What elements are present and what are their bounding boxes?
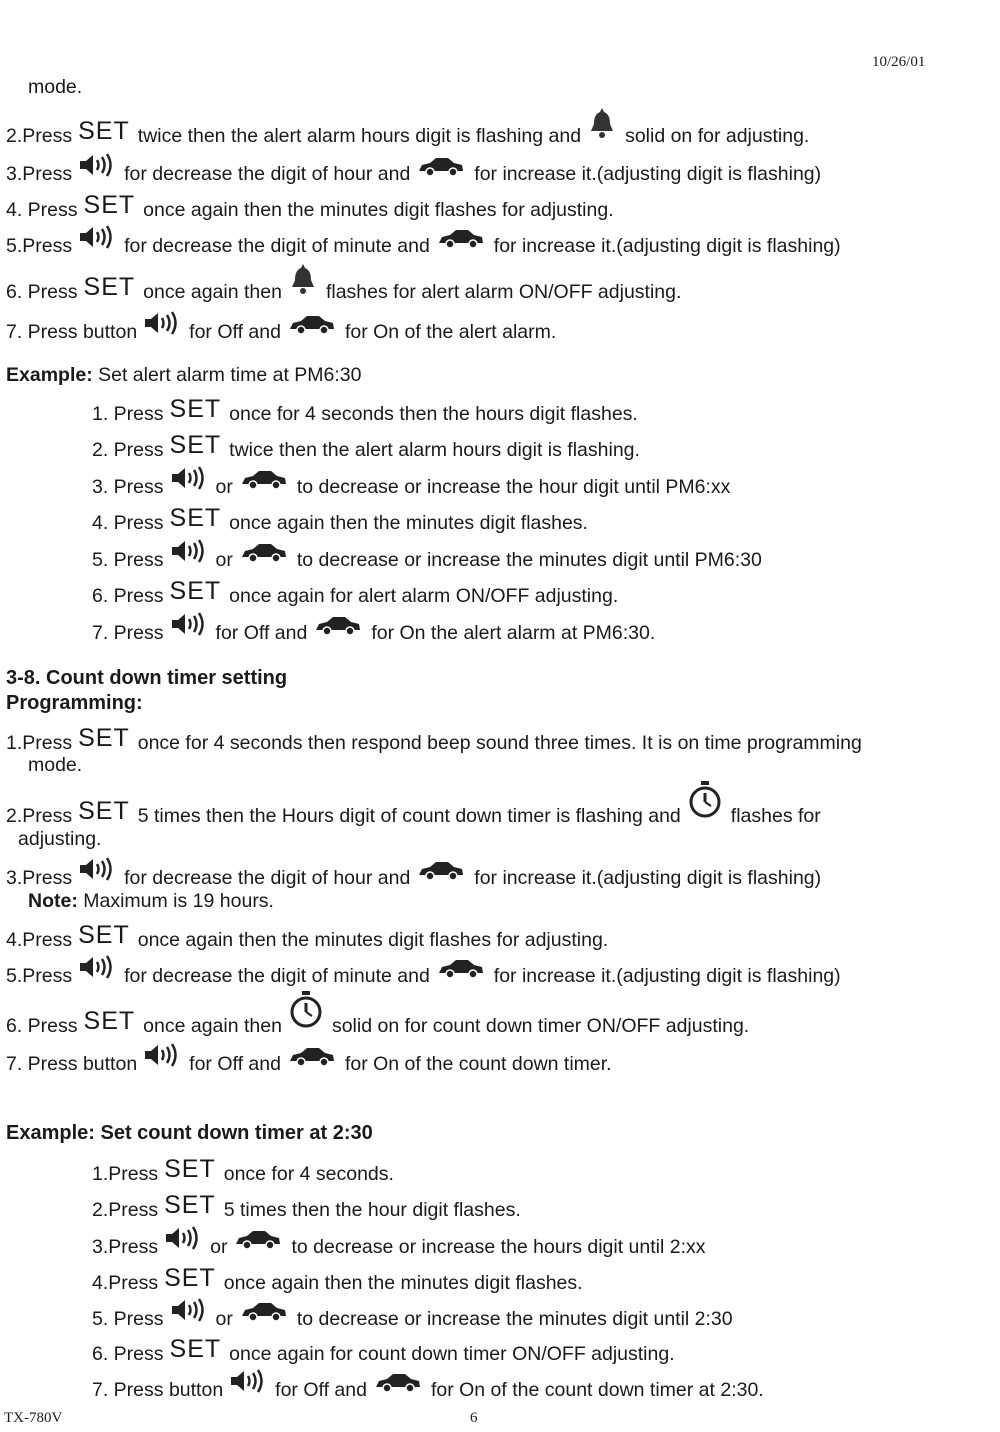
- car-icon: [239, 1299, 289, 1329]
- note-line: [28, 890, 274, 913]
- or-text: or: [215, 476, 233, 498]
- example-2-heading: Example: Set count down timer at 2:30: [6, 1122, 373, 1144]
- set-key-label: SET: [83, 1007, 136, 1035]
- stopwatch-icon: [687, 780, 723, 826]
- step-number: 6. Press: [6, 1015, 78, 1037]
- set-key-label: SET: [164, 1264, 216, 1292]
- or-text: or: [215, 549, 233, 571]
- step-text: to decrease or increase the hours digit until 2:xx: [291, 1236, 706, 1258]
- example-1-step-1: [92, 390, 644, 426]
- step-text: for Off and: [215, 622, 308, 644]
- car-icon: [287, 1044, 337, 1074]
- set-key-label: SET: [169, 1335, 222, 1363]
- step-text: twice then the alert alarm hours digit is flashing and: [137, 125, 582, 147]
- countdown-step-2-cont: adjusting.: [18, 828, 102, 850]
- countdown-step-6: [6, 1002, 755, 1038]
- speaker-icon: [78, 856, 116, 888]
- stopwatch-icon: [288, 990, 324, 1036]
- step-number: 2. Press: [92, 439, 164, 461]
- set-key-label: SET: [169, 504, 222, 532]
- step-number: 5. Press: [92, 1308, 164, 1330]
- header-date: 10/26/01: [872, 54, 926, 70]
- example-1-step-4: [92, 499, 594, 535]
- bell-icon: [587, 106, 617, 146]
- or-text: or: [210, 1236, 228, 1258]
- step-text: once again then the minutes digit flashes for adjusting.: [143, 199, 614, 221]
- countdown-step-4: [6, 916, 614, 952]
- car-icon: [373, 1370, 423, 1400]
- step-text-b: for increase it.(adjusting digit is flashing): [474, 867, 822, 889]
- step-number: 2.Press: [6, 805, 73, 827]
- example-1-title: [6, 364, 361, 387]
- bell-icon: [288, 262, 318, 302]
- speaker-icon: [229, 1368, 267, 1400]
- step-text: once again then: [143, 281, 282, 303]
- step-number: 1. Press: [92, 403, 164, 425]
- step-text-b: for On of the count down timer at 2:30.: [430, 1379, 764, 1401]
- step-text: once again then the minutes digit flashes for adjusting.: [137, 929, 609, 951]
- example-text: Set alert alarm time at PM6:30: [98, 364, 362, 386]
- countdown-step-2: [6, 792, 827, 828]
- step-text-b: solid on for count down timer ON/OFF adjusting.: [331, 1015, 750, 1037]
- alarm-step-2: [6, 112, 815, 148]
- step-number: 3.Press: [6, 867, 73, 889]
- car-icon: [313, 613, 363, 643]
- set-key-label: SET: [83, 191, 136, 219]
- countdown-step-1: [6, 719, 868, 755]
- step-text: once for 4 seconds then respond beep sound three times. It is on time programming: [137, 732, 862, 754]
- car-icon: [287, 312, 337, 342]
- example-1-step-6: [92, 572, 624, 608]
- step-text-b: for On of the alert alarm.: [344, 321, 557, 343]
- step-number: 2.Press: [92, 1199, 159, 1221]
- example-1-step-5: [92, 536, 768, 572]
- step-text-b: flashes for: [730, 805, 821, 827]
- step-number: 3.Press: [92, 1236, 159, 1258]
- alarm-step-7: [6, 308, 562, 344]
- speaker-icon: [170, 611, 208, 643]
- step-text: twice then the alert alarm hours digit is flashing.: [229, 439, 640, 461]
- step-text: for decrease the digit of hour and: [124, 867, 411, 889]
- example-2-step-3: [92, 1223, 712, 1259]
- step-text: once for 4 seconds.: [223, 1163, 394, 1185]
- step-text: once again for count down timer ON/OFF adjusting.: [229, 1343, 675, 1365]
- step-number: 4. Press: [92, 512, 164, 534]
- step-text: once again then the minutes digit flashes.: [223, 1272, 583, 1294]
- car-icon: [233, 1227, 283, 1257]
- step-number: 7. Press: [92, 622, 164, 644]
- step-text: for Off and: [189, 321, 281, 343]
- step-number: 5.Press: [6, 965, 73, 987]
- step-text: for Off and: [189, 1053, 281, 1075]
- step-number: 6. Press: [92, 585, 164, 607]
- alarm-step-4: [6, 186, 620, 222]
- car-icon: [239, 467, 289, 497]
- set-key-label: SET: [164, 1155, 216, 1183]
- step-number: 3. Press: [92, 476, 164, 498]
- step-text: once again then the minutes digit flashes.: [229, 512, 588, 534]
- section-heading: 3-8. Count down timer setting: [6, 667, 288, 689]
- set-key-label: SET: [78, 724, 130, 752]
- countdown-step-5: [6, 952, 847, 988]
- footer-page-number: 6: [470, 1410, 478, 1426]
- step-text: once again then: [143, 1015, 282, 1037]
- car-icon: [436, 226, 486, 256]
- footer-model: TX-780V: [4, 1410, 63, 1426]
- example-2-step-5: [92, 1295, 739, 1331]
- set-key-label: SET: [169, 577, 222, 605]
- step-text: to decrease or increase the minutes digit until PM6:30: [296, 549, 762, 571]
- step-number: 6. Press: [6, 281, 78, 303]
- step-number: 3.Press: [6, 163, 73, 185]
- example-1-step-7: [92, 609, 661, 645]
- speaker-icon: [143, 310, 181, 342]
- step-text: for decrease the digit of minute and: [124, 965, 430, 987]
- car-icon: [416, 154, 466, 184]
- step-text-b: for On of the count down timer.: [344, 1053, 612, 1075]
- step-number: 5. Press: [92, 549, 164, 571]
- speaker-icon: [78, 954, 116, 986]
- car-icon: [416, 858, 466, 888]
- step-text-b: for increase it.(adjusting digit is flashing): [493, 235, 841, 257]
- speaker-icon: [164, 1225, 202, 1257]
- step-number: 7. Press button: [92, 1379, 224, 1401]
- set-key-label: SET: [78, 797, 130, 825]
- example-2-step-2: [92, 1186, 527, 1222]
- set-key-label: SET: [78, 117, 130, 145]
- step-number: 7. Press button: [6, 1053, 138, 1075]
- step-text: for decrease the digit of minute and: [124, 235, 430, 257]
- step-text: 5 times then the Hours digit of count down timer is flashing and: [137, 805, 681, 827]
- speaker-icon: [143, 1042, 181, 1074]
- example-2-step-4: [92, 1259, 589, 1295]
- step-text: once again for alert alarm ON/OFF adjusting.: [229, 585, 619, 607]
- step-text: to decrease or increase the minutes digit until 2:30: [296, 1308, 733, 1330]
- countdown-step-3: [6, 854, 827, 890]
- mode-tail: mode.: [28, 76, 83, 98]
- step-number: 5.Press: [6, 235, 73, 257]
- alarm-step-6: [6, 268, 687, 304]
- speaker-icon: [170, 538, 208, 570]
- step-text-b: for increase it.(adjusting digit is flashing): [474, 163, 822, 185]
- speaker-icon: [78, 152, 116, 184]
- example-2-step-6: [92, 1330, 681, 1366]
- step-number: 4. Press: [6, 199, 78, 221]
- speaker-icon: [78, 224, 116, 256]
- step-number: 1.Press: [6, 732, 73, 754]
- set-key-label: SET: [169, 395, 222, 423]
- step-text: once for 4 seconds then the hours digit flashes.: [229, 403, 638, 425]
- speaker-icon: [170, 1297, 208, 1329]
- example-2-step-1: [92, 1150, 400, 1186]
- step-number: 1.Press: [92, 1163, 159, 1185]
- example-2-step-7: [92, 1366, 770, 1402]
- set-key-label: SET: [169, 431, 222, 459]
- step-text-b: for On the alert alarm at PM6:30.: [371, 622, 656, 644]
- alarm-step-5: [6, 222, 847, 258]
- step-text-b: flashes for alert alarm ON/OFF adjusting.: [325, 281, 682, 303]
- step-number: 2.Press: [6, 125, 73, 147]
- step-text: for Off and: [275, 1379, 367, 1401]
- note-text: Maximum is 19 hours.: [83, 890, 274, 912]
- note-label: Note:: [28, 890, 78, 912]
- programming-heading: Programming:: [6, 692, 143, 714]
- step-text: to decrease or increase the hour digit until PM6:xx: [296, 476, 731, 498]
- example-1-step-3: [92, 463, 736, 499]
- step-number: 4.Press: [92, 1272, 159, 1294]
- step-text-b: for increase it.(adjusting digit is flashing): [493, 965, 841, 987]
- countdown-step-7: [6, 1040, 618, 1076]
- step-text: for decrease the digit of hour and: [124, 163, 411, 185]
- set-key-label: SET: [83, 273, 136, 301]
- car-icon: [239, 540, 289, 570]
- car-icon: [436, 956, 486, 986]
- countdown-step-1-cont: mode.: [28, 754, 83, 776]
- step-text: 5 times then the hour digit flashes.: [223, 1199, 521, 1221]
- speaker-icon: [170, 465, 208, 497]
- step-number: 7. Press button: [6, 321, 138, 343]
- step-number: 6. Press: [92, 1343, 164, 1365]
- step-text-b: solid on for adjusting.: [625, 125, 810, 147]
- example-label: Example:: [6, 364, 93, 386]
- or-text: or: [215, 1308, 233, 1330]
- set-key-label: SET: [164, 1191, 216, 1219]
- set-key-label: SET: [78, 921, 130, 949]
- example-1-step-2: [92, 426, 646, 462]
- step-number: 4.Press: [6, 929, 73, 951]
- alarm-step-3: [6, 150, 827, 186]
